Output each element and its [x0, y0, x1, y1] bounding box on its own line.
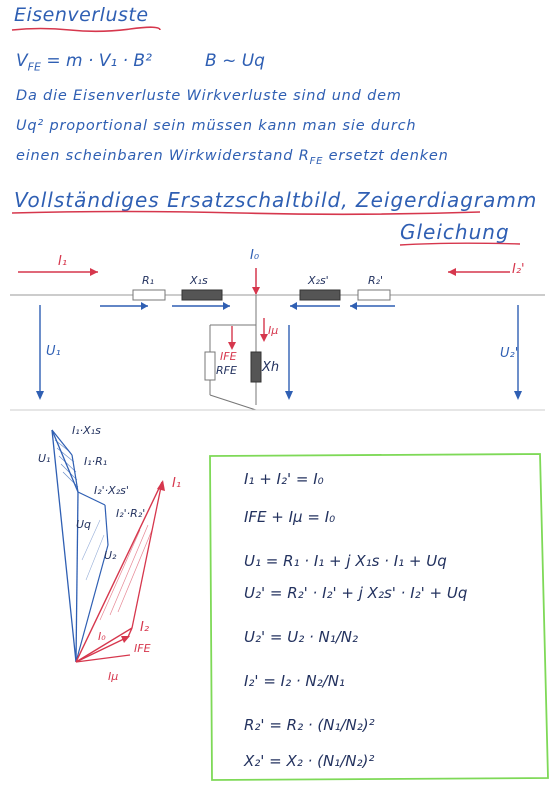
phasor-label-u1: U₁ [38, 452, 51, 465]
circuit-label-r2: R₂' [368, 274, 384, 287]
phasor-label-i1r1: I₁·R₁ [84, 455, 108, 468]
phasor-label-i1: I₁ [172, 476, 182, 491]
phasor-label-u2: U₂ [104, 549, 117, 562]
circuit-label-x1s: X₁s [190, 274, 208, 287]
paragraph-line-1: Da die Eisenverluste Wirkverluste sind und dem [16, 88, 402, 104]
paragraph-line-3: einen scheinbaren Wirkwiderstand $R_{FE}$ ersetzt denken [16, 148, 449, 167]
circuit-label-r1: R₁ [142, 274, 155, 287]
equation-1: I₁ + I₂' = I₀ [244, 470, 324, 488]
equation-6: I₂' = I₂ · N₂/N₁ [244, 672, 345, 690]
formula-b-proportional: B ~ Uq [205, 51, 265, 71]
equation-7: R₂' = R₂ · (N₁/N₂)² [244, 716, 375, 734]
phasor-label-i1x1s: I₁·X₁s [72, 424, 101, 437]
circuit-label-u2p: U₂' [500, 346, 519, 361]
circuit-label-rfe: RFE [216, 364, 237, 377]
circuit-label-xh: Xh [262, 360, 280, 375]
heading-ersatzschaltbild: Vollständiges Ersatzschaltbild, Zeigerdiagramm [14, 188, 538, 212]
equation-4: U₂' = R₂' · I₂' + j X₂s' · I₂' + Uq [244, 584, 468, 602]
equation-5: U₂' = U₂ · N₁/N₂ [244, 628, 359, 646]
heading-gleichung: Gleichung [400, 220, 510, 244]
equation-3: U₁ = R₁ · I₁ + j X₁s · I₁ + Uq [244, 552, 447, 570]
phasor-label-i0: I₀ [98, 630, 106, 643]
circuit-label-i2p: I₂' [512, 262, 525, 277]
circuit-label-u1: U₁ [46, 344, 61, 359]
phasor-label-i2r2: I₂'·R₂' [116, 507, 146, 520]
equation-2: IFE + Iμ = I₀ [244, 508, 336, 526]
equation-8: X₂' = X₂ · (N₁/N₂)² [244, 752, 375, 770]
formula-vfe: $V_{FE} = m \cdot V_1 \cdot B^2$ [16, 51, 152, 74]
phasor-label-imu: Iμ [108, 670, 119, 683]
phasor-label-i2x2s: I₂'·X₂s' [94, 484, 129, 497]
phasor-label-uq: Uq [76, 518, 92, 531]
circuit-label-i1: I₁ [58, 254, 68, 269]
circuit-label-x2s: X₂s' [308, 274, 329, 287]
circuit-label-ife: IFE [220, 350, 237, 363]
heading-eisenverluste: Eisenverluste [14, 4, 149, 26]
phasor-label-ife: IFE [134, 642, 151, 655]
paragraph-line-2: Uq² proportional sein müssen kann man sie durch [16, 118, 417, 134]
circuit-label-i0: I₀ [250, 248, 260, 263]
phasor-label-i2: I₂ [140, 620, 150, 635]
circuit-label-imu: Iμ [268, 324, 279, 337]
